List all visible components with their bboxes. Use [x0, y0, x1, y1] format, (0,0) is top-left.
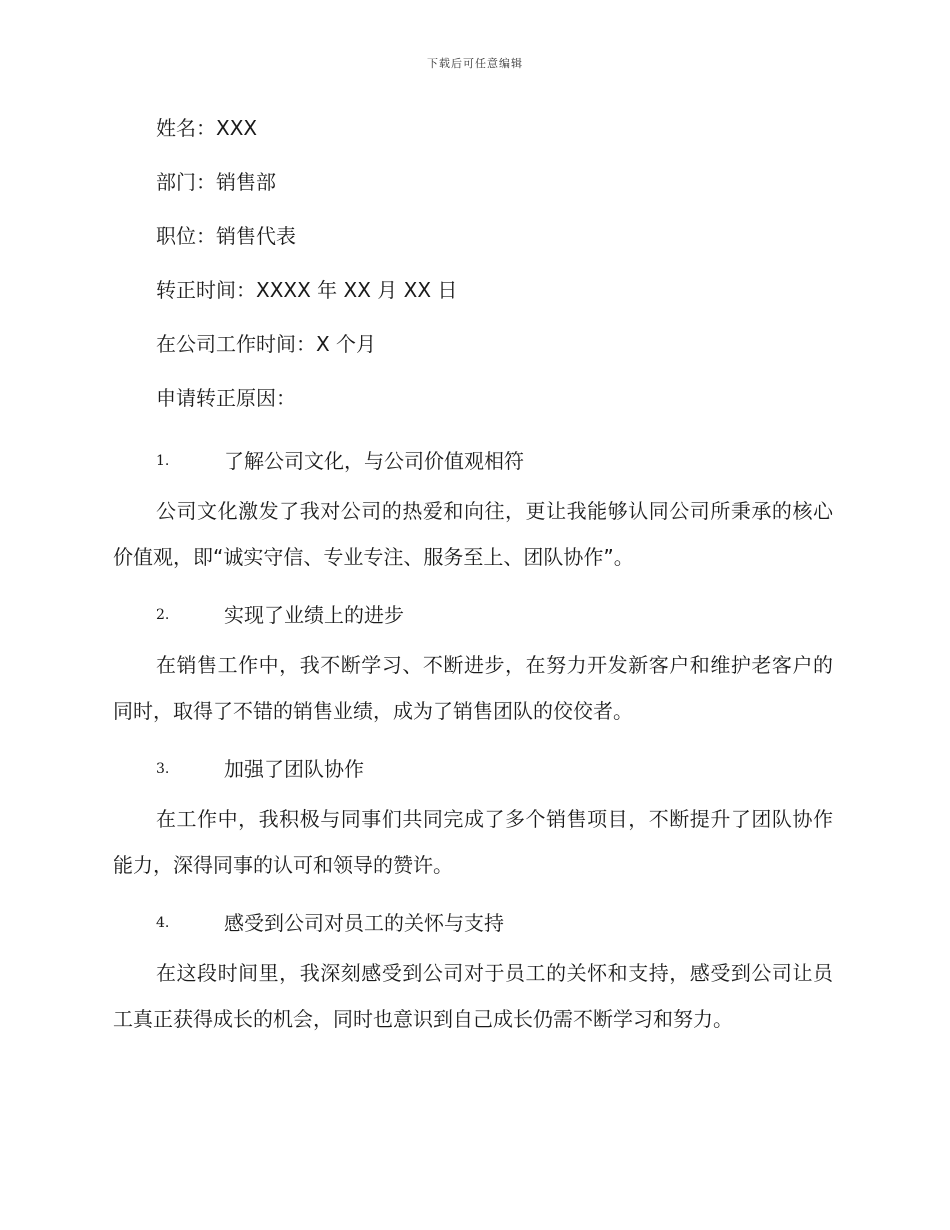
section-heading — [113, 434, 833, 488]
department-field: 部门：销售部 — [156, 170, 276, 194]
section-number: 1. — [156, 453, 170, 469]
section-heading — [113, 742, 833, 796]
section-number: 4. — [156, 915, 170, 931]
section-body: 在这段时间里，我深刻感受到公司对于员工的关怀和支持，感受到公司让员工真正获得成长的机会，同时也意识到自己成长仍需不断学习和努力。 — [113, 961, 833, 1031]
section-body: 公司文化激发了我对公司的热爱和向往，更让我能够认同公司所秉承的核心价值观，即“诚实守信、专业专注、服务至上、团队协作”。 — [113, 499, 833, 569]
section-body: 在销售工作中，我不断学习、不断进步，在努力开发新客户和维护老客户的同时，取得了不错的销售业绩，成为了销售团队的佼佼者。 — [113, 653, 833, 723]
section-title: 了解公司文化，与公司价值观相符 — [224, 449, 524, 473]
section-title: 感受到公司对员工的关怀与支持 — [224, 911, 504, 935]
section-title: 实现了业绩上的进步 — [224, 603, 404, 627]
section-heading — [113, 896, 833, 950]
section-body: 在工作中，我积极与同事们共同完成了多个销售项目，不断提升了团队协作能力，深得同事的认可和领导的赞许。 — [113, 807, 833, 877]
section-number: 3. — [156, 761, 170, 777]
section-number: 2. — [156, 607, 170, 623]
page-header-note: 下载后可任意编辑 — [427, 57, 523, 70]
document-body — [113, 110, 833, 1050]
regularization-date-field: 转正时间：XXXX 年 XX 月 XX 日 — [156, 278, 458, 302]
position-field: 职位：销售代表 — [156, 224, 296, 248]
tenure-field: 在公司工作时间：X 个月 — [156, 332, 377, 356]
section-heading — [113, 588, 833, 642]
name-field: 姓名：XXX — [156, 116, 258, 140]
reason-label: 申请转正原因： — [156, 386, 296, 410]
section-title: 加强了团队协作 — [224, 757, 364, 781]
